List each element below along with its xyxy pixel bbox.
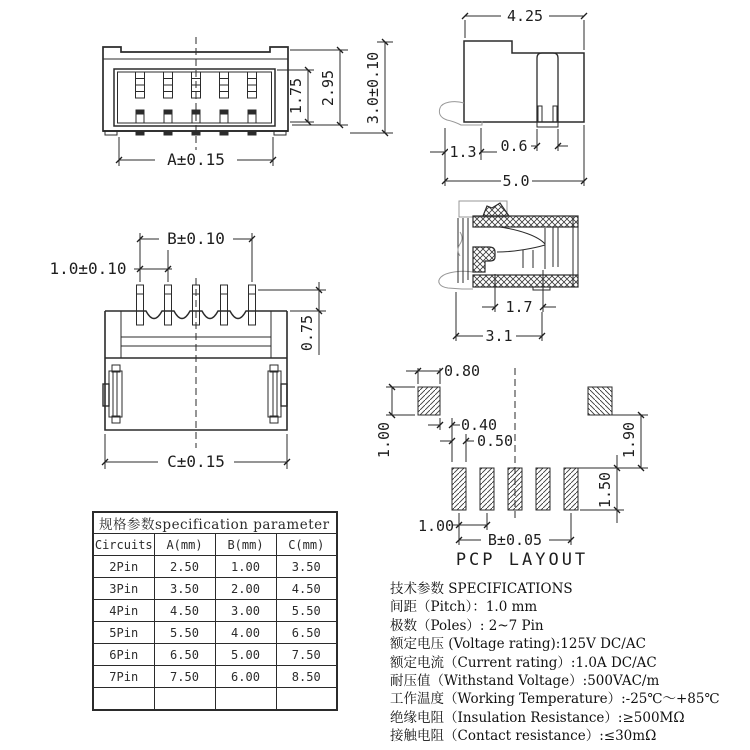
table-cell: 7.50 — [276, 644, 337, 666]
dim-label-c: C±0.15 — [167, 452, 225, 471]
table-cell: 8.50 — [276, 666, 337, 688]
table-row — [93, 600, 337, 622]
specification-line: 绝缘电阻（Insulation Resistance）:≥500MΩ — [390, 709, 685, 726]
specification-line: 接触电阻（Contact resistance）:≤30mΩ — [390, 728, 657, 745]
table-cell: 6.50 — [276, 622, 337, 644]
latch-section — [483, 203, 509, 216]
pcb-layout-title: PCP LAYOUT — [455, 550, 589, 570]
specification-line: 工作温度（Working Temperature）:-25℃～+85℃ — [390, 691, 720, 708]
metal-clip-right — [268, 365, 287, 423]
dim-label-a: A±0.15 — [167, 150, 225, 169]
table-cell: 1.00 — [215, 556, 276, 578]
col-header-circuits: Circuits — [93, 534, 154, 556]
table-cell: 7.50 — [154, 666, 215, 688]
specification-line: 极数（Poles）: 2~7 Pin — [390, 617, 544, 634]
table-cell: 6.50 — [154, 644, 215, 666]
dim-label-30: 3.0±0.10 — [364, 51, 382, 125]
dim-label-080: 0.80 — [443, 362, 481, 380]
table-cell: 2.00 — [215, 578, 276, 600]
dim-label-b: B±0.10 — [167, 229, 225, 248]
table-row — [93, 622, 337, 644]
table-cell: 2Pin — [93, 556, 154, 578]
table-cell: 6.00 — [215, 666, 276, 688]
table-cell: 6Pin — [93, 644, 154, 666]
dim-label-100-bottom: 1.00 — [417, 517, 455, 535]
specifications-title: 技术参数 SPECIFICATIONS — [390, 581, 573, 597]
col-header-c: C(mm) — [276, 534, 337, 556]
table-cell: 2.50 — [154, 556, 215, 578]
dim-label-295: 2.95 — [319, 69, 337, 107]
specifications-block — [390, 580, 738, 746]
table-cell: 5.50 — [276, 600, 337, 622]
table-cell: 3.50 — [154, 578, 215, 600]
spec-table-title-row — [93, 512, 337, 534]
table-cell: 3.00 — [215, 600, 276, 622]
pcb-layout-drawing — [375, 362, 648, 570]
specification-line: 间距（Pitch）：1.0 mm — [390, 599, 538, 616]
dim-label-31: 3.1 — [485, 327, 513, 345]
dim-label-190: 1.90 — [620, 421, 638, 459]
specifications-list — [390, 598, 738, 745]
table-cell: 5Pin — [93, 622, 154, 644]
housing-wall-bottom — [473, 275, 578, 287]
dim-label-425: 4.25 — [506, 7, 544, 25]
metal-clip-left — [103, 365, 122, 423]
dim-label-b005: B±0.05 — [487, 531, 543, 549]
table-row — [93, 666, 337, 688]
specification-line: 耐压值（Withstand Voltage）:500VAC/m — [390, 672, 660, 689]
table-cell — [215, 688, 276, 711]
dim-label-075: 0.75 — [298, 314, 316, 352]
dim-label-17: 1.7 — [505, 298, 533, 316]
table-row — [93, 688, 337, 711]
section-view-drawing — [439, 201, 578, 345]
table-cell: 4.00 — [215, 622, 276, 644]
table-cell: 3.50 — [276, 556, 337, 578]
pcb-pad-left — [418, 387, 440, 415]
specification-line: 额定电流（Current rating）:1.0A DC/AC — [390, 654, 657, 671]
dim-label-pitch: 1.0±0.10 — [49, 259, 127, 278]
table-cell: 5.00 — [215, 644, 276, 666]
housing-wall-inner — [473, 247, 495, 272]
table-row — [93, 556, 337, 578]
pcb-pad-right — [588, 387, 612, 415]
spec-table-body — [93, 556, 337, 711]
table-cell: 4.50 — [276, 578, 337, 600]
side-view-drawing — [430, 7, 584, 190]
table-row — [93, 644, 337, 666]
table-cell: 5.50 — [154, 622, 215, 644]
front-view-drawing — [103, 37, 393, 169]
spec-table-title: 规格参数specification parameter — [93, 512, 337, 534]
table-cell — [276, 688, 337, 711]
housing-wall-top — [473, 216, 578, 227]
bottom-view-drawing — [49, 229, 326, 471]
spec-table-header-row — [93, 534, 337, 556]
specification-line: 额定电压 (Voltage rating):125V DC/AC — [390, 636, 646, 653]
col-header-a: A(mm) — [154, 534, 215, 556]
dim-label-100-left: 1.00 — [375, 421, 393, 459]
table-cell: 4Pin — [93, 600, 154, 622]
table-cell: 7Pin — [93, 666, 154, 688]
table-cell: 3Pin — [93, 578, 154, 600]
dim-label-50: 5.0 — [502, 172, 530, 190]
col-header-b: B(mm) — [215, 534, 276, 556]
spec-table — [92, 511, 338, 711]
table-row — [93, 578, 337, 600]
dim-label-13: 1.3 — [449, 143, 477, 161]
table-cell — [154, 688, 215, 711]
dim-label-040: 0.40 — [460, 416, 498, 434]
dim-label-175: 1.75 — [287, 77, 305, 115]
table-cell — [93, 688, 154, 711]
table-cell: 4.50 — [154, 600, 215, 622]
dim-label-06: 0.6 — [500, 137, 528, 155]
dim-label-150: 1.50 — [596, 471, 614, 509]
dim-label-050: 0.50 — [476, 432, 514, 450]
